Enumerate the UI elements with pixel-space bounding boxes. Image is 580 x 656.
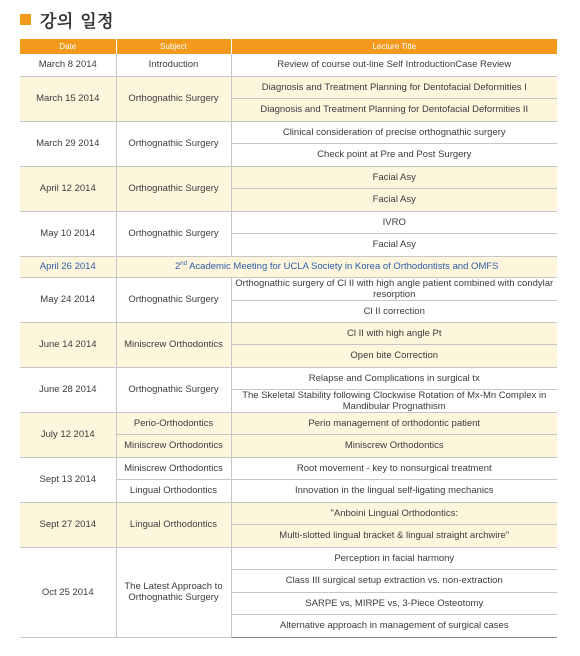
date-cell: May 10 2014 [20, 211, 116, 256]
date-cell: April 26 2014 [20, 256, 116, 277]
table-row [20, 412, 557, 434]
lecture-title-cell: Root movement - key to nonsurgical treatment [231, 457, 557, 479]
special-event-text: Academic Meeting for UCLA Society in Korea of Orthodontists and OMFS [186, 261, 499, 272]
lecture-title-cell: Cl II with high angle Pt [231, 322, 557, 344]
special-event-row [20, 256, 557, 277]
table-row [20, 367, 557, 389]
lecture-title-cell: Class III surgical setup extraction vs. non-extraction [231, 569, 557, 592]
subject-cell: The Latest Approach to Orthognathic Surgery [116, 547, 231, 637]
lecture-title-cell: Diagnosis and Treatment Planning for Dentofacial Deformities I [231, 76, 557, 98]
date-cell: Oct 25 2014 [20, 547, 116, 637]
table-row [20, 277, 557, 300]
date-cell: May 24 2014 [20, 277, 116, 322]
subject-cell: Miniscrew Orthodontics [116, 434, 231, 457]
lecture-title-cell: The Skeletal Stability following Clockwise Rotation of Mx-Mn Complex in Mandibular Prognathism [231, 389, 557, 412]
column-header-lecture-title: Lecture Title [231, 39, 557, 54]
subject-cell: Miniscrew Orthodontics [116, 457, 231, 479]
lecture-title-cell: IVRO [231, 211, 557, 233]
page-title: 강의 일정 [40, 11, 115, 32]
lecture-title-cell: Multi-slotted lingual bracket & lingual straight archwire" [231, 524, 557, 547]
table-row [20, 121, 557, 143]
special-event-cell [116, 256, 557, 277]
date-cell: March 8 2014 [20, 54, 116, 76]
subject-cell: Orthognathic Surgery [116, 277, 231, 322]
lecture-title-cell: Facial Asy [231, 188, 557, 211]
special-event-ordinal-suffix: nd [180, 260, 187, 267]
lecture-title-cell: Facial Asy [231, 166, 557, 188]
special-event-ordinal: 2 [174, 261, 181, 272]
lecture-title-cell: Open bite Correction [231, 344, 557, 367]
lecture-title-cell: Check point at Pre and Post Surgery [231, 143, 557, 166]
subject-cell: Orthognathic Surgery [116, 211, 231, 256]
lecture-title-cell: Cl II correction [231, 300, 557, 322]
subject-cell: Orthognathic Surgery [116, 76, 231, 121]
subject-cell: Orthognathic Surgery [116, 166, 231, 211]
lecture-title-cell: Perio management of orthodontic patient [231, 412, 557, 434]
lecture-title-cell: "Anboini Lingual Orthodontics: [231, 502, 557, 524]
subject-cell: Orthognathic Surgery [116, 367, 231, 412]
date-cell: June 14 2014 [20, 322, 116, 367]
subject-cell: Introduction [116, 54, 231, 76]
table-header-row [20, 39, 557, 54]
lecture-title-cell: Clinical consideration of precise orthognathic surgery [231, 121, 557, 143]
lecture-title-cell: Innovation in the lingual self-ligating mechanics [231, 479, 557, 502]
date-cell: July 12 2014 [20, 412, 116, 457]
subject-cell: Orthognathic Surgery [116, 121, 231, 166]
lecture-title-cell: Miniscrew Orthodontics [231, 434, 557, 457]
table-row [20, 54, 557, 76]
lecture-schedule-table [20, 39, 557, 638]
date-cell: June 28 2014 [20, 367, 116, 412]
date-cell: March 15 2014 [20, 76, 116, 121]
lecture-title-cell: Relapse and Complications in surgical tx [231, 367, 557, 389]
table-row [20, 211, 557, 233]
subject-cell: Miniscrew Orthodontics [116, 322, 231, 367]
lecture-title-cell: Alternative approach in management of surgical cases [231, 614, 557, 637]
orange-square-bullet [20, 14, 31, 25]
lecture-title-cell: Facial Asy [231, 233, 557, 256]
lecture-title-cell: SARPE vs, MIRPE vs, 3-Piece Osteotomy [231, 592, 557, 614]
lecture-title-cell: Orthognathic surgery of Cl II with high angle patient combined with condylar resorption [231, 277, 557, 300]
subject-cell: Lingual Orthodontics [116, 502, 231, 547]
column-header-date: Date [20, 39, 116, 54]
date-cell: Sept 13 2014 [20, 457, 116, 502]
date-cell: March 29 2014 [20, 121, 116, 166]
table-row [20, 457, 557, 479]
lecture-title-cell: Perception in facial harmony [231, 547, 557, 569]
lecture-title-cell: Diagnosis and Treatment Planning for Dentofacial Deformities II [231, 98, 557, 121]
section-heading [20, 6, 114, 32]
table-row [20, 166, 557, 188]
table-row [20, 322, 557, 344]
subject-cell: Lingual Orthodontics [116, 479, 231, 502]
subject-cell: Perio-Orthodontics [116, 412, 231, 434]
date-cell: April 12 2014 [20, 166, 116, 211]
lecture-title-cell: Review of course out-line Self IntroductionCase Review [231, 54, 557, 76]
table-row [20, 76, 557, 98]
table-row [20, 502, 557, 524]
table-row [20, 547, 557, 569]
date-cell: Sept 27 2014 [20, 502, 116, 547]
column-header-subject: Subject [116, 39, 231, 54]
